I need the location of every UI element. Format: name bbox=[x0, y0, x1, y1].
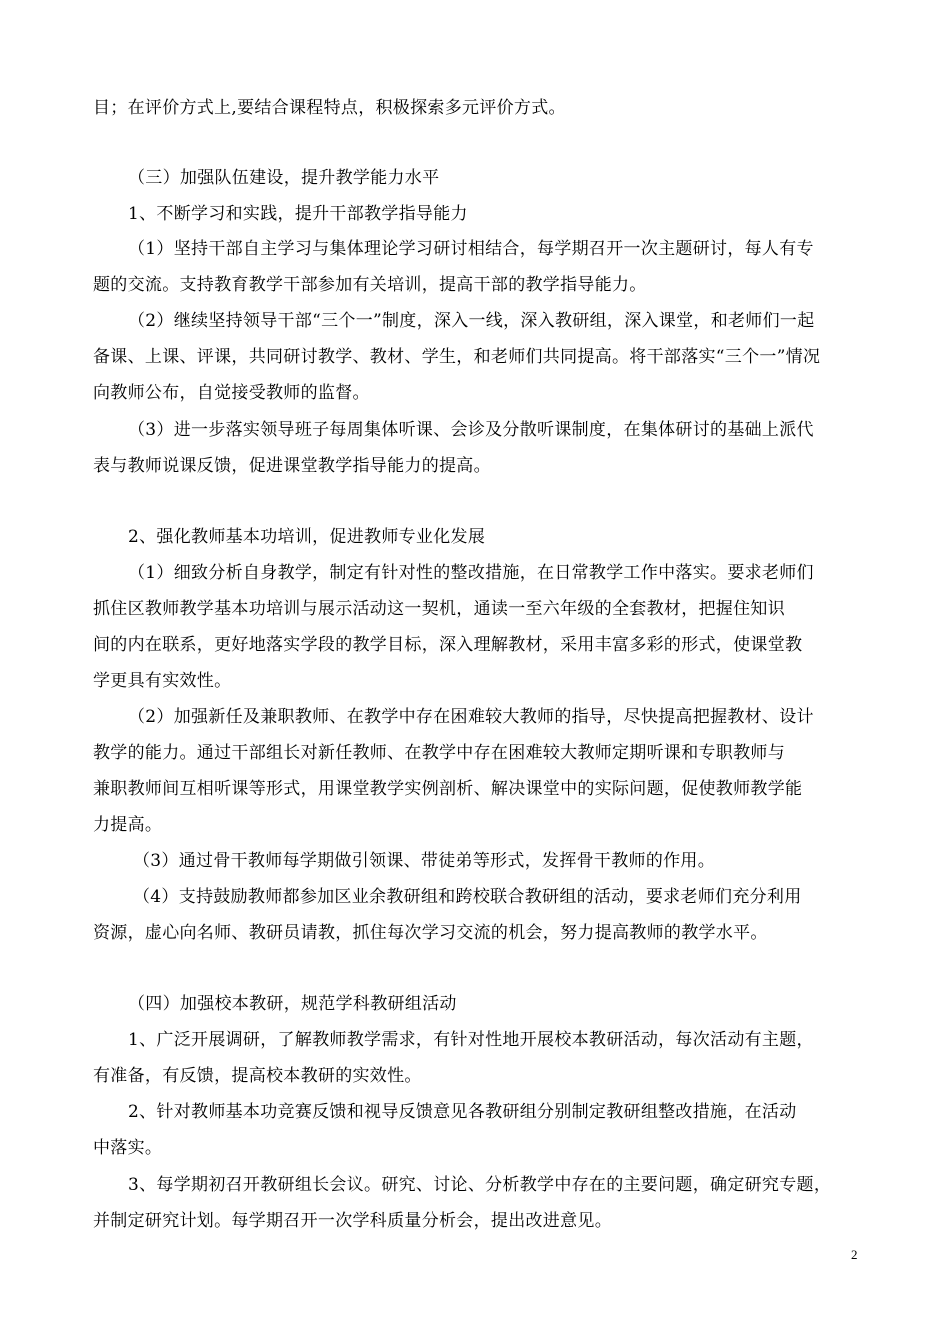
paragraph-line: 抓住区教师教学基本功培训与展示活动这一契机，通读一至六年级的全套教材，把握住知识 bbox=[93, 599, 785, 619]
paragraph-line: 间的内在联系，更好地落实学段的教学目标，深入理解教材，采用丰富多彩的形式，使课堂教 bbox=[93, 635, 803, 655]
paragraph-line: 并制定研究计划。每学期召开一次学科质量分析会，提出改进意见。 bbox=[93, 1211, 612, 1231]
paragraph-line: （2）加强新任及兼职教师、在教学中存在困难较大教师的指导，尽快提高把握教材、设计 bbox=[128, 707, 814, 727]
paragraph-line: （3）进一步落实领导班子每周集体听课、会诊及分散听课制度，在集体研讨的基础上派代 bbox=[128, 420, 814, 440]
paragraph-line: 2、针对教师基本功竞赛反馈和视导反馈意见各教研组分别制定教研组整改措施，在活动 bbox=[128, 1102, 797, 1122]
paragraph-line: 1、广泛开展调研，了解教师教学需求，有针对性地开展校本教研活动，每次活动有主题， bbox=[128, 1030, 814, 1050]
paragraph-line: （3）通过骨干教师每学期做引领课、带徒弟等形式，发挥骨干教师的作用。 bbox=[133, 851, 716, 871]
paragraph-line: 向教师公布，自觉接受教师的监督。 bbox=[93, 383, 370, 403]
page-number: 2 bbox=[851, 1247, 858, 1262]
subsection-heading: 1、不断学习和实践，提升干部教学指导能力 bbox=[128, 204, 468, 224]
paragraph-line: 3、每学期初召开教研组长会议。研究、讨论、分析教学中存在的主要问题，确定研究专题， bbox=[128, 1175, 832, 1195]
paragraph-line: （1）细致分析自身教学，制定有针对性的整改措施，在日常教学工作中落实。要求老师们 bbox=[128, 563, 814, 583]
paragraph-line: 中落实。 bbox=[93, 1138, 163, 1158]
paragraph-line: 兼职教师间互相听课等形式，用课堂教学实例剖析、解决课堂中的实际问题，促使教师教学能 bbox=[93, 779, 803, 799]
paragraph-line: （1）坚持干部自主学习与集体理论学习研讨相结合，每学期召开一次主题研讨，每人有专 bbox=[128, 239, 814, 259]
paragraph-line: 题的交流。支持教育教学干部参加有关培训，提高干部的教学指导能力。 bbox=[93, 275, 647, 295]
paragraph-line: 学更具有实效性。 bbox=[93, 671, 232, 691]
paragraph-line: 目；在评价方式上,要结合课程特点，积极探索多元评价方式。 bbox=[93, 98, 566, 118]
paragraph-line: （4）支持鼓励教师都参加区业余教研组和跨校联合教研组的活动，要求老师们充分利用 bbox=[133, 887, 802, 907]
paragraph-line: 力提高。 bbox=[93, 815, 163, 835]
paragraph-line: 教学的能力。通过干部组长对新任教师、在教学中存在困难较大教师定期听课和专职教师与 bbox=[93, 743, 785, 763]
section-heading: （三）加强队伍建设，提升教学能力水平 bbox=[128, 168, 440, 188]
section-heading: （四）加强校本教研，规范学科教研组活动 bbox=[128, 994, 457, 1014]
paragraph-line: 资源，虚心向名师、教研员请教，抓住每次学习交流的机会，努力提高教师的教学水平。 bbox=[93, 923, 768, 943]
paragraph-line: 表与教师说课反馈，促进课堂教学指导能力的提高。 bbox=[93, 456, 491, 476]
subsection-heading: 2、强化教师基本功培训，促进教师专业化发展 bbox=[128, 527, 486, 547]
paragraph-line: （2）继续坚持领导干部“三个一”制度，深入一线，深入教研组，深入课堂，和老师们一起 bbox=[128, 311, 815, 331]
paragraph-line: 有准备，有反馈，提高校本教研的实效性。 bbox=[93, 1066, 422, 1086]
paragraph-line: 备课、上课、评课，共同研讨教学、教材、学生，和老师们共同提高。将干部落实“三个一”情况 bbox=[93, 347, 821, 367]
